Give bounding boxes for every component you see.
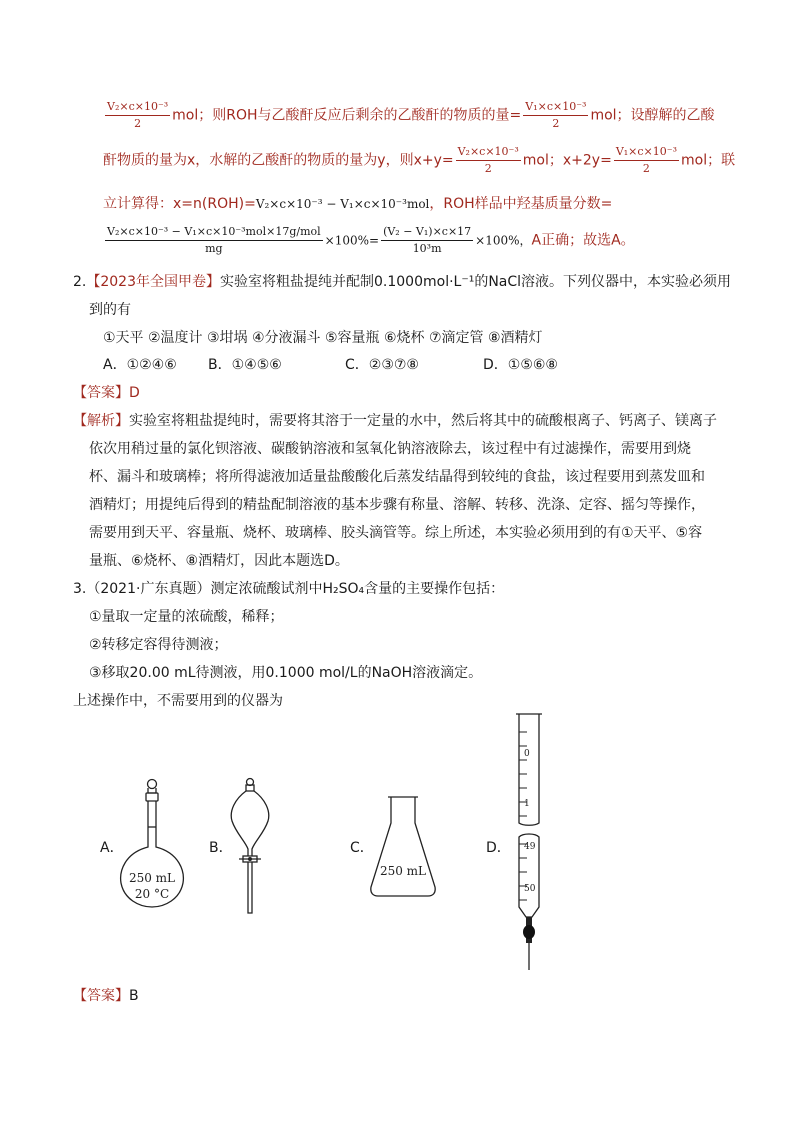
- instrument-list: ①天平 ②温度计 ③坩埚 ④分液漏斗 ⑤容量瓶 ⑥烧杯 ⑦滴定管 ⑧酒精灯: [103, 330, 543, 346]
- text-segment: 酐物质的量为x，水解的乙酸酐的物质的量为y，则x+y=: [103, 152, 454, 169]
- question-number: 3.: [73, 581, 87, 597]
- fraction: [105, 100, 170, 131]
- q3-option-d-label: D．: [486, 840, 511, 856]
- question-number: 2.: [73, 274, 87, 290]
- analysis-label: 【解析】: [73, 413, 129, 429]
- analysis-text: 杯、漏斗和玻璃棒；将所得滤液加适量盐酸酸化后蒸发结晶得到较纯的食盐，该过程要用到蒸发皿和: [89, 469, 705, 485]
- text-segment: mol；则ROH与乙酸酐反应后剩余的乙酸酐的物质的量=: [172, 107, 522, 124]
- q2-option-d: [483, 354, 558, 376]
- text-segment: ×100%，: [475, 233, 532, 248]
- burette-tick-label: 49: [524, 842, 536, 852]
- fraction-denominator: 2: [642, 162, 650, 175]
- volumetric-flask-image: [115, 775, 190, 910]
- fraction-numerator: (V₂ − V₁)×c×17: [381, 225, 473, 241]
- formula-expression: V₂×c×10⁻³ − V₁×c×10⁻³mol: [255, 197, 430, 211]
- analysis-text: 依次用稍过量的氯化钡溶液、碳酸钠溶液和氢氧化钠溶液除去，该过程中有过滤操作，需要用到烧: [89, 441, 691, 457]
- question-stem: 到的有: [89, 302, 131, 318]
- analysis-text: 酒精灯；用提纯后得到的精盐配制溶液的基本步骤有称量、溶解、转移、洗涤、定容、摇匀等操作，: [89, 497, 705, 513]
- option-text: D．①⑤⑥⑧: [483, 357, 558, 373]
- text-segment: 立计算得：x=n(ROH)=: [103, 196, 256, 212]
- q2-analysis-line-6: [89, 550, 349, 572]
- option-text: B．①④⑤⑥: [208, 357, 282, 373]
- text-segment: ，ROH样品中羟基质量分数=: [429, 196, 613, 212]
- question-source: （2021·广东真题）: [86, 581, 211, 597]
- step-text: ③移取20.00 mL待测液，用0.1000 mol/L的NaOH溶液滴定。: [89, 665, 483, 681]
- burette-tick-label: 50: [524, 884, 536, 894]
- analysis-text: 量瓶、⑥烧杯、⑧酒精灯，因此本题选D。: [89, 553, 349, 569]
- q1-line-3: [103, 193, 612, 215]
- fraction: [381, 225, 473, 256]
- q3-step-3: [89, 662, 482, 684]
- flask-temperature-label: 20 °C: [134, 887, 170, 901]
- question-stem: 实验室将粗盐提纯并配制0.1000mol·L⁻¹的NaCl溶液。下列仪器中，本实验必须用: [220, 274, 732, 290]
- question-text: 上述操作中，不需要用到的仪器为: [73, 693, 283, 709]
- q2-items: [103, 327, 543, 349]
- q3-step-2: [89, 634, 228, 656]
- step-text: ②转移定容得待测液；: [89, 637, 228, 653]
- q2-analysis-line-3: [89, 466, 705, 488]
- q1-line-1: [103, 100, 715, 131]
- q3-option-c-label: C．: [350, 840, 374, 856]
- erlenmeyer-flask-image: [368, 795, 438, 900]
- q2-analysis-line-1: [73, 410, 717, 432]
- analysis-text: 需要用到天平、容量瓶、烧杯、玻璃棒、胶头滴管等。综上所述，本实验必须用到的有①天平、⑤容: [89, 525, 703, 541]
- answer-value: D: [129, 385, 140, 401]
- fraction-numerator: V₂×c×10⁻³: [105, 100, 170, 116]
- fraction-denominator: mg: [205, 242, 223, 255]
- question-source: 【2023年全国甲卷】: [86, 274, 220, 290]
- q2-analysis-line-2: [89, 438, 691, 460]
- fraction: [614, 145, 679, 176]
- fraction-denominator: 2: [134, 117, 142, 130]
- q1-line-4: [103, 225, 635, 256]
- q2-stem-line-1: [73, 271, 731, 293]
- q3-option-b-label: B．: [209, 840, 233, 856]
- fraction-denominator: 10³m: [412, 242, 442, 255]
- q3-stem: [73, 578, 504, 600]
- option-text: C．②③⑦⑧: [345, 357, 419, 373]
- q2-stem-line-2: [89, 299, 131, 321]
- separatory-funnel-image: [225, 775, 275, 920]
- question-stem: 测定浓硫酸试剂中H₂SO₄含量的主要操作包括：: [210, 581, 505, 597]
- fraction-denominator: 2: [484, 162, 492, 175]
- burette-tick-label: 1: [524, 799, 530, 809]
- fraction-denominator: 2: [552, 117, 560, 130]
- flask-volume-label: 250 mL: [128, 871, 176, 885]
- fraction: [456, 145, 521, 176]
- q1-line-2: [103, 145, 735, 176]
- q3-step-1: [89, 606, 284, 628]
- answer-value: B: [129, 988, 139, 1004]
- text-segment: A正确；故选A。: [531, 232, 635, 249]
- q2-analysis-line-5: [89, 522, 702, 544]
- q2-option-a: [103, 354, 177, 376]
- answer-label: 【答案】: [73, 385, 129, 401]
- q2-option-c: [345, 354, 419, 376]
- q3-answer: [73, 985, 139, 1007]
- fraction: [523, 100, 588, 131]
- fraction-numerator: V₂×c×10⁻³ − V₁×c×10⁻³mol×17g/mol: [105, 225, 323, 241]
- q2-option-b: [208, 354, 282, 376]
- answer-label: 【答案】: [73, 988, 129, 1004]
- q2-answer: [73, 382, 140, 404]
- q2-analysis-line-4: [89, 494, 705, 516]
- fraction-numerator: V₂×c×10⁻³: [456, 145, 521, 161]
- q3-question: [73, 690, 283, 712]
- text-segment: ×100%=: [324, 233, 380, 248]
- erlenmeyer-volume-label: 250 mL: [379, 864, 427, 878]
- fraction: [105, 225, 323, 256]
- text-segment: mol；x+2y=: [522, 152, 612, 169]
- text-segment: mol；联: [680, 152, 736, 169]
- analysis-text: 实验室将粗盐提纯时，需要将其溶于一定量的水中，然后将其中的硫酸根离子、钙离子、镁离子: [129, 413, 717, 429]
- fraction-numerator: V₁×c×10⁻³: [614, 145, 679, 161]
- burette-tick-label: 0: [524, 749, 530, 759]
- option-text: A．①②④⑥: [103, 357, 177, 373]
- q3-option-a-label: A．: [100, 840, 124, 856]
- step-text: ①量取一定量的浓硫酸，稀释；: [89, 609, 284, 625]
- text-segment: mol；设醇解的乙酸: [590, 107, 715, 124]
- burette-image: [505, 712, 555, 977]
- fraction-numerator: V₁×c×10⁻³: [523, 100, 588, 116]
